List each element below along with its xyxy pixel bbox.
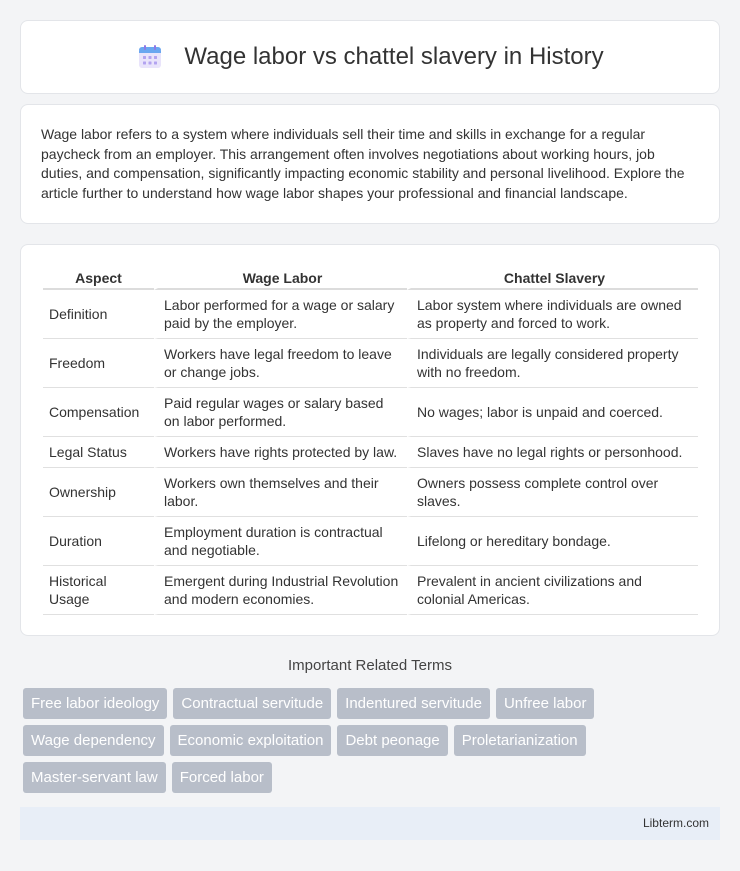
table-cell-wage: Workers have rights protected by law. xyxy=(154,437,407,468)
table-cell-wage: Workers own themselves and their labor. xyxy=(154,468,407,517)
table-cell-slavery: No wages; labor is unpaid and coerced. xyxy=(407,388,698,437)
table-header-row xyxy=(43,266,698,290)
related-term-tag[interactable]: Forced labor xyxy=(172,762,272,793)
tag-row xyxy=(23,688,723,719)
related-terms-list xyxy=(23,688,723,799)
table-cell-wage: Emergent during Industrial Revolution and modern economies. xyxy=(154,566,407,615)
related-term-tag[interactable]: Contractual servitude xyxy=(173,688,331,719)
related-term-tag[interactable]: Free labor ideology xyxy=(23,688,167,719)
table-cell-aspect: Definition xyxy=(43,290,154,339)
table-row xyxy=(43,517,698,566)
table-cell-wage: Workers have legal freedom to leave or change jobs. xyxy=(154,339,407,388)
table-row xyxy=(43,339,698,388)
related-term-tag[interactable]: Master-servant law xyxy=(23,762,166,793)
tag-row xyxy=(23,725,723,756)
table-cell-slavery: Labor system where individuals are owned as property and forced to work. xyxy=(407,290,698,339)
table-cell-wage: Paid regular wages or salary based on labor performed. xyxy=(154,388,407,437)
related-term-tag[interactable]: Unfree labor xyxy=(496,688,595,719)
table-row xyxy=(43,566,698,615)
table-row xyxy=(43,290,698,339)
footer-site-link[interactable]: Libterm.com xyxy=(642,816,709,830)
calendar-icon xyxy=(136,43,164,71)
tag-row xyxy=(23,762,723,793)
intro-paragraph: Wage labor refers to a system where individuals sell their time and skills in exchange for a regular paycheck from an employer. This arrangement often involves negotiations about working hours, job duties, and compensation, significantly impacting economic stability and personal livelihood. Explore the article further to understand how wage labor shapes your professional and financial landscape. xyxy=(41,126,685,201)
table-cell-slavery: Owners possess complete control over slaves. xyxy=(407,468,698,517)
table-cell-aspect: Historical Usage xyxy=(43,566,154,615)
column-header: Wage Labor xyxy=(154,266,407,290)
related-term-tag[interactable]: Economic exploitation xyxy=(170,725,332,756)
table-cell-wage: Employment duration is contractual and negotiable. xyxy=(154,517,407,566)
footer xyxy=(20,807,720,840)
table-cell-aspect: Ownership xyxy=(43,468,154,517)
table-cell-aspect: Duration xyxy=(43,517,154,566)
comparison-table-card xyxy=(20,244,720,636)
table-cell-slavery: Slaves have no legal rights or personhood. xyxy=(407,437,698,468)
comparison-table xyxy=(43,266,698,615)
table-cell-aspect: Freedom xyxy=(43,339,154,388)
related-term-tag[interactable]: Wage dependency xyxy=(23,725,164,756)
related-term-tag[interactable]: Proletarianization xyxy=(454,725,586,756)
table-row xyxy=(43,388,698,437)
table-cell-aspect: Legal Status xyxy=(43,437,154,468)
table-cell-slavery: Individuals are legally considered property with no freedom. xyxy=(407,339,698,388)
related-term-tag[interactable]: Debt peonage xyxy=(337,725,447,756)
header-card xyxy=(20,20,720,94)
table-row xyxy=(43,468,698,517)
related-terms-title: Important Related Terms xyxy=(288,657,452,674)
table-row xyxy=(43,437,698,468)
table-cell-slavery: Prevalent in ancient civilizations and colonial Americas. xyxy=(407,566,698,615)
table-cell-aspect: Compensation xyxy=(43,388,154,437)
column-header: Aspect xyxy=(43,266,154,290)
intro-card xyxy=(20,104,720,224)
page-title: Wage labor vs chattel slavery in History xyxy=(184,43,604,70)
related-term-tag[interactable]: Indentured servitude xyxy=(337,688,490,719)
header xyxy=(136,43,603,71)
table-cell-wage: Labor performed for a wage or salary paid by the employer. xyxy=(154,290,407,339)
table-cell-slavery: Lifelong or hereditary bondage. xyxy=(407,517,698,566)
column-header: Chattel Slavery xyxy=(407,266,698,290)
